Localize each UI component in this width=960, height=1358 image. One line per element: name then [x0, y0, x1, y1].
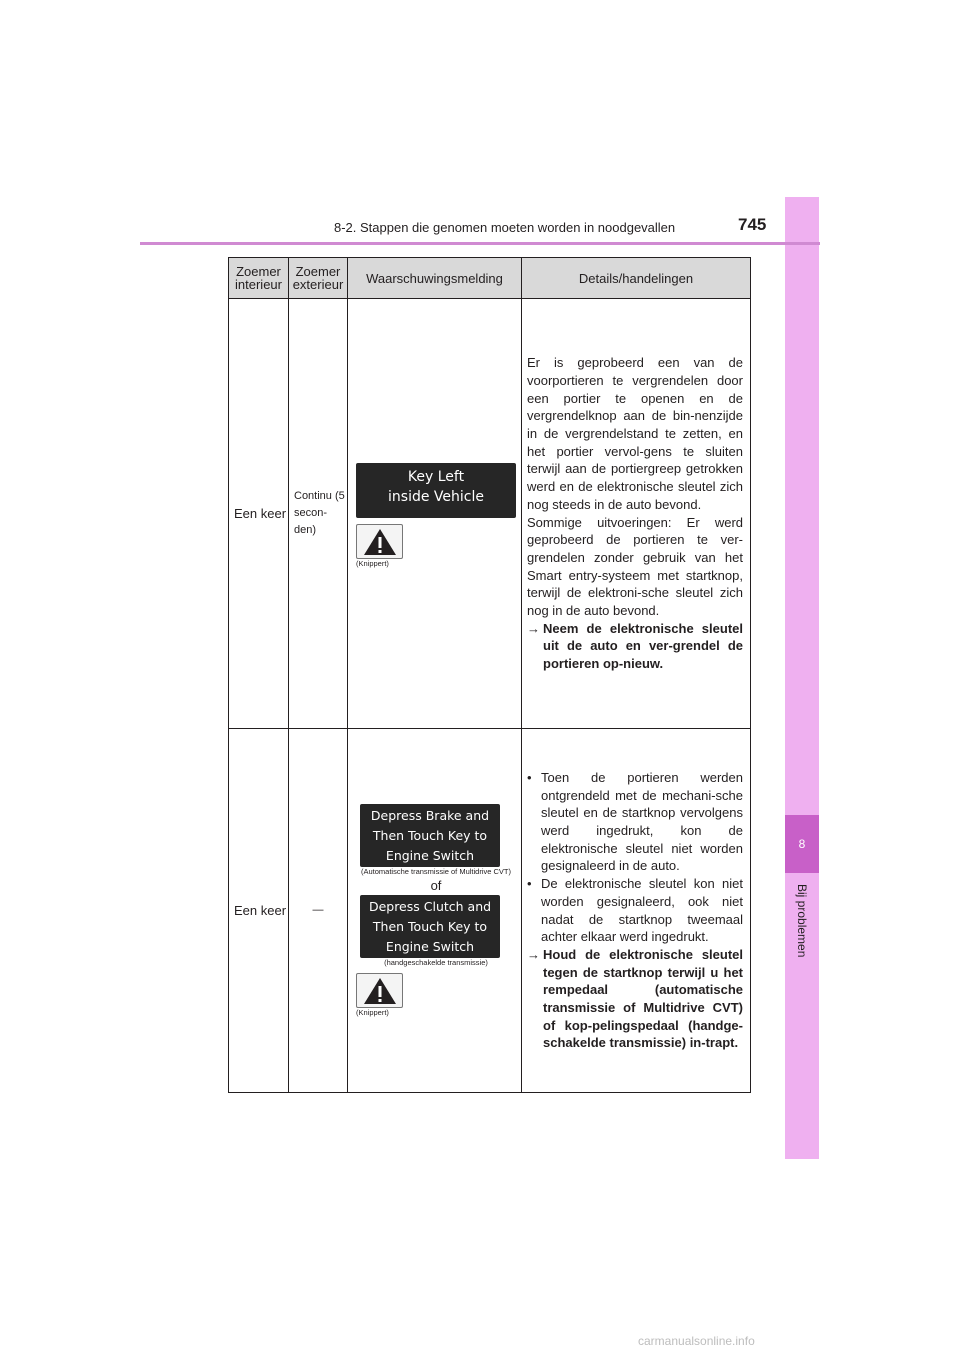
side-tab [785, 197, 819, 1159]
header-buzzer-interior: Zoemer interieur [229, 258, 289, 299]
blink-caption: (Knippert) [356, 559, 389, 568]
chapter-label: Bij problemen [795, 884, 809, 958]
list-item [527, 769, 743, 875]
section-title: 8-2. Stappen die genomen moeten worden in noodgevallen [334, 220, 676, 235]
header-divider [140, 242, 820, 245]
action-item [527, 946, 743, 1052]
display-depress-clutch [360, 895, 500, 958]
arrow-right-icon: → [527, 946, 540, 962]
list-item-text: Toen de portieren werden ontgrendeld met de mechani-sche sleutel en de startknop vervolgens werd ingedrukt, kon de elektronische sleutel niet worden gesignaleerd in de auto. [541, 769, 743, 874]
buzzer-exterior-cell: — [289, 729, 348, 1093]
chapter-number: 8 [785, 815, 819, 873]
action-text: Neem de elektronische sleutel uit de auto en ver-grendel de portieren op-nieuw. [543, 620, 743, 672]
display-line: Then Touch Key to [372, 828, 488, 843]
page-number: 745 [738, 215, 767, 234]
warning-message-cell [348, 299, 522, 729]
buzzer-interior-cell: Een keer [229, 299, 289, 729]
buzzer-exterior-cell: Continu (5 secon-den) [289, 299, 348, 729]
action-item [527, 620, 743, 673]
transmission-caption: (handgeschakelde transmissie) [384, 958, 488, 967]
arrow-right-icon: → [527, 620, 540, 636]
display-line: Engine Switch [385, 848, 475, 863]
details-paragraph: Er is geprobeerd een van de voorportieren te vergrendelen door een portier te openen en de vergrendelknop aan de bin-nenzijde in de vergrendelstand te zetten, en het portier vervol-gens te sluiten terwijl aan de portiergreep getrokken werd en de elektronische sleutel zich nog steeds in de auto bevond. [527, 355, 743, 512]
header-buzzer-exterior: Zoemer exterieur [289, 258, 348, 299]
display-line: inside Vehicle [388, 489, 484, 505]
watermark: carmanualsonline.info [638, 1334, 755, 1348]
details-paragraph: Sommige uitvoeringen: Er werd geprobeerd de portieren te ver-grendelen zonder gebruik van het Smart entry-systeem met startknop, terwijl de elektroni-sche sleutel zich nog in de auto bevond. [527, 514, 743, 619]
list-item [527, 875, 743, 946]
display-line: Then Touch Key to [372, 919, 488, 934]
display-line: Depress Brake and [370, 808, 490, 823]
display-line: Key Left [407, 469, 465, 485]
warning-table [228, 257, 751, 1093]
list-item-text: De elektronische sleutel kon niet worden gesignaleerd, ook niet nadat de startknop tweemaal achter elkaar werd ingedrukt. [541, 876, 743, 945]
display-line: Depress Clutch and [368, 899, 492, 914]
warning-triangle-icon [356, 973, 403, 1008]
bullet-icon: • [527, 876, 532, 892]
transmission-caption: (Automatische transmissie of Multidrive CVT) [360, 867, 512, 876]
header-warning-message: Waarschuwingsmelding [348, 258, 522, 299]
display-depress-brake [360, 804, 500, 867]
warning-triangle-icon [356, 524, 403, 559]
bullet-icon: • [527, 769, 532, 785]
header-details: Details/handelingen [522, 258, 751, 299]
action-text: Houd de elektronische sleutel tegen de startknop terwijl u het rempedaal (automatische transmissie of Multidrive CVT) of kop-pelingspedaal (handge-schakelde transmissie) in-trapt. [543, 946, 743, 1051]
display-key-left [356, 463, 516, 518]
buzzer-interior-cell: Een keer [229, 729, 289, 1093]
table-header-row [229, 258, 751, 299]
table-row [229, 299, 751, 729]
details-cell [522, 729, 751, 1093]
details-cell [522, 299, 751, 729]
or-text: of [430, 878, 442, 893]
warning-message-cell [348, 729, 522, 1093]
blink-caption: (Knippert) [356, 1008, 389, 1017]
table-row [229, 729, 751, 1093]
display-line: Engine Switch [385, 939, 475, 954]
